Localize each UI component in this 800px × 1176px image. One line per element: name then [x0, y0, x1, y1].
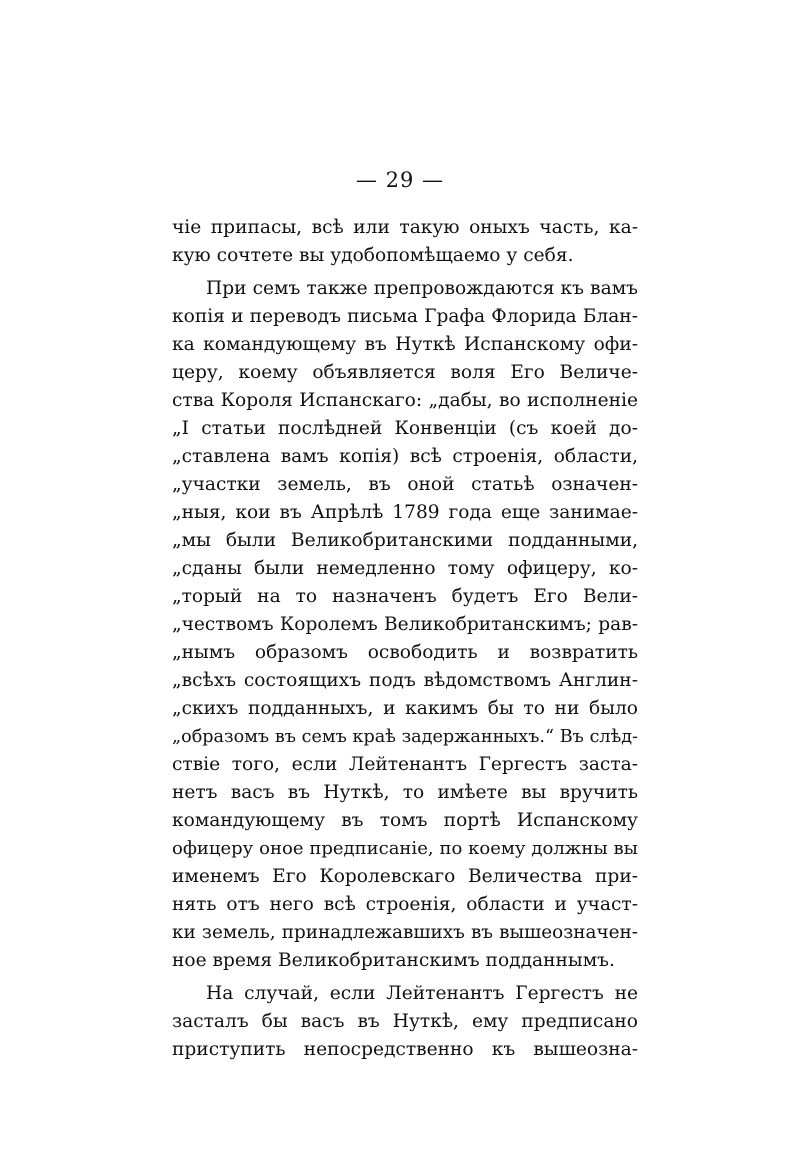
- text-line: чіе припасы, всѣ или такую оныхъ часть, ка-: [172, 217, 638, 238]
- text-line: ки земель, принадлежавшихъ въ вышеозначен-: [172, 922, 638, 943]
- body-text: [172, 214, 638, 1064]
- text-line: приступить непосредственно къ вышеозна-: [172, 1039, 638, 1060]
- text-line: ства Короля Испанскаго: „дабы, во исполненіе: [172, 390, 638, 411]
- text-line: церу, коему объявляется воля Его Величе-: [172, 362, 638, 383]
- text-line: „ныя, кои въ Апрѣлѣ 1789 года еще занимае-: [172, 502, 638, 523]
- text-line: ное время Великобританскимъ подданнымъ.: [172, 950, 615, 971]
- text-line: „торый на то назначенъ будетъ Его Вели-: [172, 586, 638, 607]
- paragraph: [172, 980, 638, 1064]
- text-line: „участки земель, въ оной статьѣ означен-: [172, 474, 638, 495]
- paragraph: [172, 275, 638, 975]
- page-number: — 29 —: [355, 168, 445, 192]
- text-line: кую сочтете вы удобопомѣщаемо у себя.: [172, 245, 574, 266]
- text-line: „образомъ въ семъ краѣ задержанныхъ.“ Въ слѣд-: [172, 727, 638, 747]
- paragraph: [172, 214, 638, 270]
- text-line: „нымъ образомъ освободить и возвратить: [172, 642, 638, 663]
- text-line: ствіе того, если Лейтенантъ Гергестъ заста-: [172, 754, 638, 775]
- text-line: „ставлена вамъ копія) всѣ строенія, области,: [172, 446, 638, 467]
- text-line: „сданы были немедленно тому офицеру, ко-: [172, 558, 638, 579]
- text-line: „чествомъ Королемъ Великобританскимъ; рав-: [172, 614, 638, 635]
- text-line: При семъ также препровождаются къ вамъ: [206, 278, 638, 299]
- text-line: копія и переводъ письма Графа Флорида Блан-: [172, 306, 638, 327]
- text-line: „всѣхъ состоящихъ подъ вѣдомствомъ Англин-: [172, 670, 638, 691]
- text-line: засталъ бы васъ въ Нуткѣ, ему предписано: [172, 1011, 638, 1032]
- text-line: „скихъ подданныхъ, и какимъ бы то ни было: [172, 698, 638, 719]
- text-line: На случай, если Лейтенантъ Гергестъ не: [206, 983, 638, 1004]
- text-line: офицеру оное предписаніе, по коему должны вы: [172, 838, 638, 859]
- text-line: нетъ васъ въ Нуткѣ, то имѣете вы вручить: [172, 782, 638, 803]
- text-line: ка командующему въ Нуткѣ Испанскому офи-: [172, 334, 638, 355]
- text-line: „мы были Великобританскими подданными,: [172, 530, 638, 551]
- text-line: нять отъ него всѣ строенія, области и участ-: [172, 894, 638, 915]
- text-line: командующему въ томъ портѣ Испанскому: [172, 810, 638, 831]
- text-line: именемъ Его Королевскаго Величества при-: [172, 866, 638, 887]
- text-line: „I статьи послѣдней Конвенціи (съ коей до-: [172, 418, 638, 439]
